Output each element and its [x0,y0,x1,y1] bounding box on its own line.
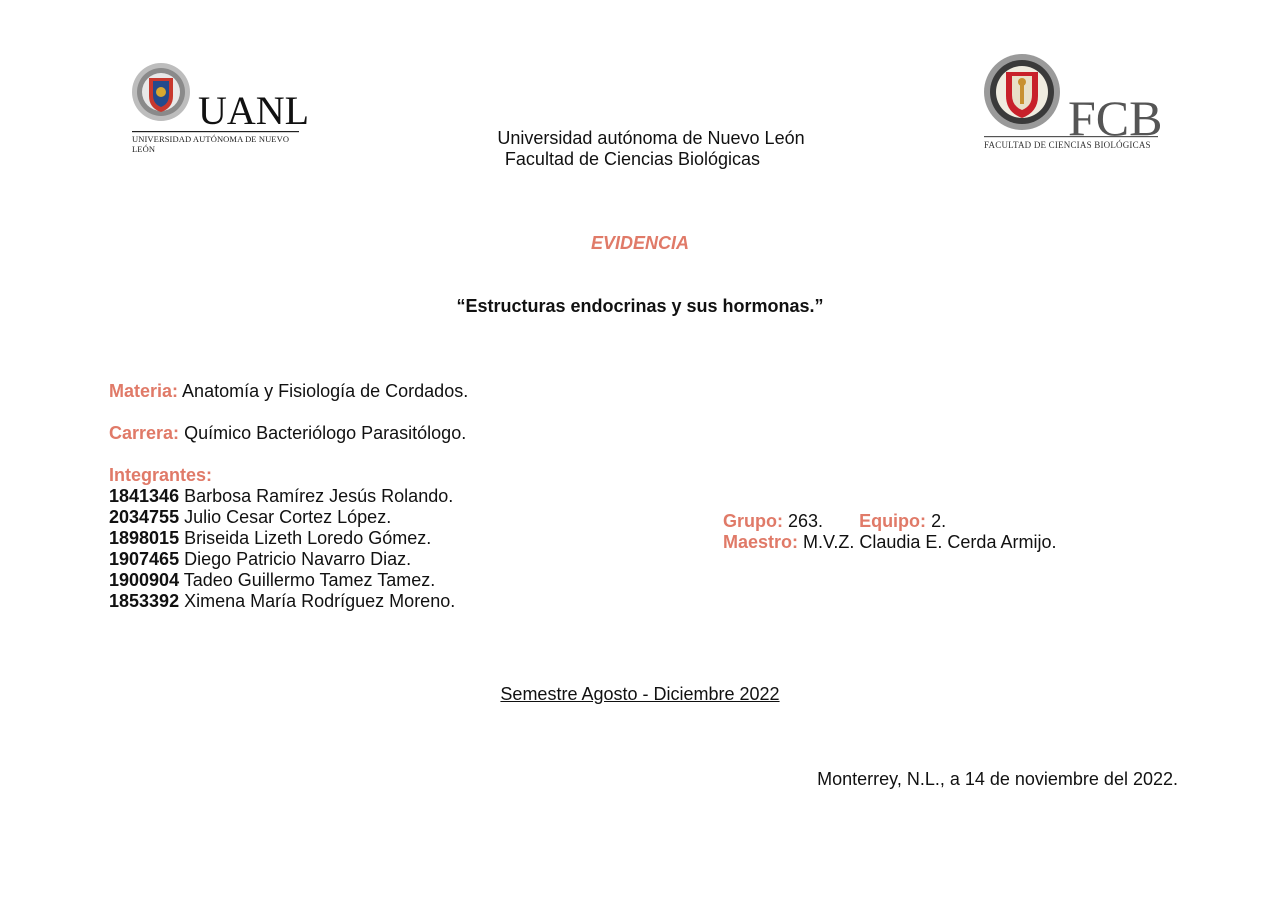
document-title: “Estructuras endocrinas y sus hormonas.” [456,296,824,316]
member-row [109,570,455,591]
institution-header [0,128,1280,170]
grupo-value: 263. [788,511,824,531]
maestro-label: Maestro: [723,532,799,552]
member-id: 2034755 [109,507,180,527]
fcb-subtitle: FACULTAD DE CIENCIAS BIOLÓGICAS [984,140,1151,150]
member-id: 1853392 [109,591,180,611]
member-name: Ximena María Rodríguez Moreno. [184,591,456,611]
maestro-line [723,532,1056,553]
fcb-wordmark: FCB [1068,90,1163,146]
materia-label: Materia: [109,381,179,401]
uanl-subtitle: UNIVERSIDAD AUTÓNOMA DE NUEVO LEÓN [132,134,290,154]
carrera-value: Químico Bacteriólogo Parasitólogo. [184,423,467,443]
member-id: 1841346 [109,486,180,506]
maestro-value: M.V.Z. Claudia E. Cerda Armijo. [803,532,1057,552]
member-id: 1898015 [109,528,180,548]
group-block [723,511,1056,553]
members-list [109,486,455,612]
semester-line [0,684,1280,705]
member-row [109,486,455,507]
member-row [109,591,455,612]
member-row [109,507,455,528]
university-name: Universidad autónoma de Nuevo León [497,128,805,148]
member-name: Diego Patricio Navarro Diaz. [184,549,412,569]
equipo-value: 2. [931,511,947,531]
document-type: EVIDENCIA [590,233,689,253]
faculty-name: Facultad de Ciencias Biológicas [504,149,761,169]
member-row [109,549,455,570]
group-line [723,511,1056,532]
integrantes-label: Integrantes: [109,465,213,485]
uanl-wordmark: UANL [198,88,310,133]
materia-line [109,381,468,402]
materia-value: Anatomía y Fisiología de Cordados. [182,381,469,401]
member-id: 1900904 [109,570,180,590]
member-name: Julio Cesar Cortez López. [184,507,392,527]
semester-text: Semestre Agosto - Diciembre 2022 [500,684,780,704]
member-row [109,528,455,549]
member-name: Briseida Lizeth Loredo Gómez. [184,528,432,548]
member-name: Tadeo Guillermo Tamez Tamez. [183,570,436,590]
carrera-line [109,423,466,444]
grupo-label: Grupo: [723,511,783,531]
carrera-label: Carrera: [109,423,180,443]
member-id: 1907465 [109,549,180,569]
date-line: Monterrey, N.L., a 14 de noviembre del 2022. [817,769,1178,789]
member-name: Barbosa Ramírez Jesús Rolando. [184,486,454,506]
equipo-label: Equipo: [859,511,927,531]
